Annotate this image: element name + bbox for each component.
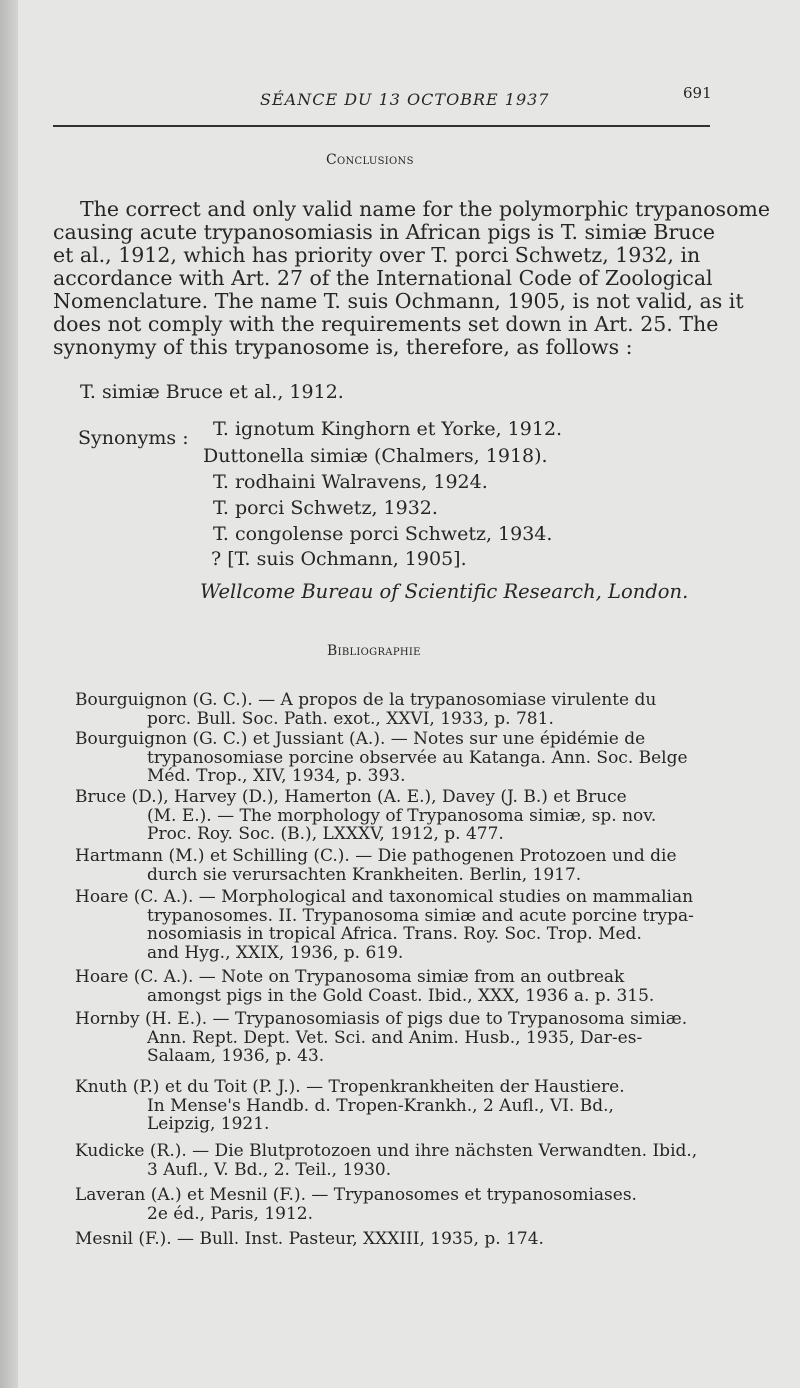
bib-line: Hoare (C. A.). — Note on Trypanosoma simiæ from an outbreak: [75, 967, 625, 987]
synonym-item: T. congolense porci Schwetz, 1934.: [213, 523, 553, 545]
bib-entry: [75, 888, 755, 962]
bib-line: Laveran (A.) et Mesnil (F.). — Trypanosomes et trypanosomiases.: [75, 1185, 637, 1205]
bib-line: In Mense's Handb. d. Tropen-Krankh., 2 Aufl., VI. Bd.,: [147, 1095, 614, 1116]
bib-line: Knuth (P.) et du Toit (P. J.). — Tropenkrankheiten der Haustiere.: [75, 1077, 625, 1097]
synonym-item: T. porci Schwetz, 1932.: [213, 497, 438, 519]
bib-line: Salaam, 1936, p. 43.: [147, 1046, 325, 1066]
running-head: SÉANCE DU 13 OCTOBRE 1937: [260, 90, 550, 109]
bib-line: Mesnil (F.). — Bull. Inst. Pasteur, XXXIII, 1935, p. 174.: [75, 1229, 544, 1249]
synonym-item: ? [T. suis Ochmann, 1905].: [211, 548, 467, 570]
bib-line: Bourguignon (G. C.). — A propos de la trypanosomiase virulente du: [75, 690, 657, 710]
bib-entry: [75, 847, 755, 884]
bib-line: trypanosomiase porcine observée au Katanga. Ann. Soc. Belge: [147, 747, 688, 768]
affiliation: Wellcome Bureau of Scientific Research, London.: [200, 580, 689, 603]
paragraph-line: causing acute trypanosomiasis in African pigs is T. simiæ Bruce: [53, 220, 716, 244]
bib-line: Méd. Trop., XIV, 1934, p. 393.: [147, 766, 406, 786]
paragraph-line: synonymy of this trypanosome is, therefore, as follows :: [53, 335, 633, 359]
bib-line: trypanosomes. II. Trypanosoma simiæ and acute porcine trypa-: [147, 905, 694, 926]
bib-line: Bruce (D.), Harvey (D.), Hamerton (A. E.), Davey (J. B.) et Bruce: [75, 787, 627, 807]
paragraph-line: accordance with Art. 27 of the International Code of Zoological: [53, 266, 713, 290]
paragraph-line: does not comply with the requirements set down in Art. 25. The: [53, 312, 719, 336]
header-rule: [53, 125, 710, 127]
bib-line: Ann. Rept. Dept. Vet. Sci. and Anim. Husb., 1935, Dar-es-: [147, 1027, 643, 1048]
bib-line: 3 Aufl., V. Bd., 2. Teil., 1930.: [147, 1159, 392, 1180]
synonym-item: T. rodhaini Walravens, 1924.: [213, 471, 488, 493]
bib-entry: [75, 1186, 755, 1223]
bib-line: Bourguignon (G. C.) et Jussiant (A.). — Notes sur une épidémie de: [75, 729, 646, 749]
synonym-item: Duttonella simiæ (Chalmers, 1918).: [203, 445, 548, 467]
bib-entry: [75, 1230, 755, 1249]
bibliography-heading: Bibliographie: [327, 643, 421, 659]
synonyms-label: Synonyms :: [78, 427, 189, 449]
bib-line: Leipzig, 1921.: [147, 1114, 270, 1134]
accepted-name: T. simiæ Bruce et al., 1912.: [80, 381, 344, 403]
bib-line: 2e éd., Paris, 1912.: [147, 1203, 314, 1224]
page-number: 691: [683, 84, 712, 102]
bib-entry: [75, 1142, 755, 1179]
paragraph-line: The correct and only valid name for the polymorphic trypanosome: [80, 197, 770, 221]
paragraph-line: Nomenclature. The name T. suis Ochmann, 1905, is not valid, as it: [53, 289, 744, 313]
bib-line: Hartmann (M.) et Schilling (C.). — Die pathogenen Protozoen und die: [75, 846, 677, 866]
bib-entry: [75, 691, 755, 728]
bib-line: Hoare (C. A.). — Morphological and taxonomical studies on mammalian: [75, 887, 694, 907]
bib-line: (M. E.). — The morphology of Trypanosoma simiæ, sp. nov.: [147, 805, 657, 826]
bib-line: durch sie verursachten Krankheiten. Berlin, 1917.: [147, 864, 582, 885]
paragraph-line: et al., 1912, which has priority over T. porci Schwetz, 1932, in: [53, 243, 701, 267]
bib-line: Kudicke (R.). — Die Blutprotozoen und ihre nächsten Verwandten. Ibid.,: [75, 1141, 698, 1161]
conclusions-heading: Conclusions: [326, 152, 414, 168]
synonym-item: T. ignotum Kinghorn et Yorke, 1912.: [213, 418, 563, 440]
bib-entry: [75, 788, 755, 844]
bib-line: Hornby (H. E.). — Trypanosomiasis of pigs due to Trypanosoma simiæ.: [75, 1009, 688, 1029]
bib-entry: [75, 968, 755, 1005]
bib-line: and Hyg., XXIX, 1936, p. 619.: [147, 942, 404, 963]
bib-line: nosomiasis in tropical Africa. Trans. Roy. Soc. Trop. Med.: [147, 924, 642, 944]
bib-entry: [75, 730, 755, 786]
bib-line: Proc. Roy. Soc. (B.), LXXXV, 1912, p. 477.: [147, 824, 504, 844]
conclusions-paragraph: [53, 197, 770, 359]
bib-entry: [75, 1010, 755, 1066]
page-gutter-shadow: [0, 0, 18, 1388]
bib-line: porc. Bull. Soc. Path. exot., XXVI, 1933, p. 781.: [147, 708, 554, 729]
bib-line: amongst pigs in the Gold Coast. Ibid., XXX, 1936 a. p. 315.: [147, 985, 655, 1006]
bib-entry: [75, 1078, 755, 1134]
